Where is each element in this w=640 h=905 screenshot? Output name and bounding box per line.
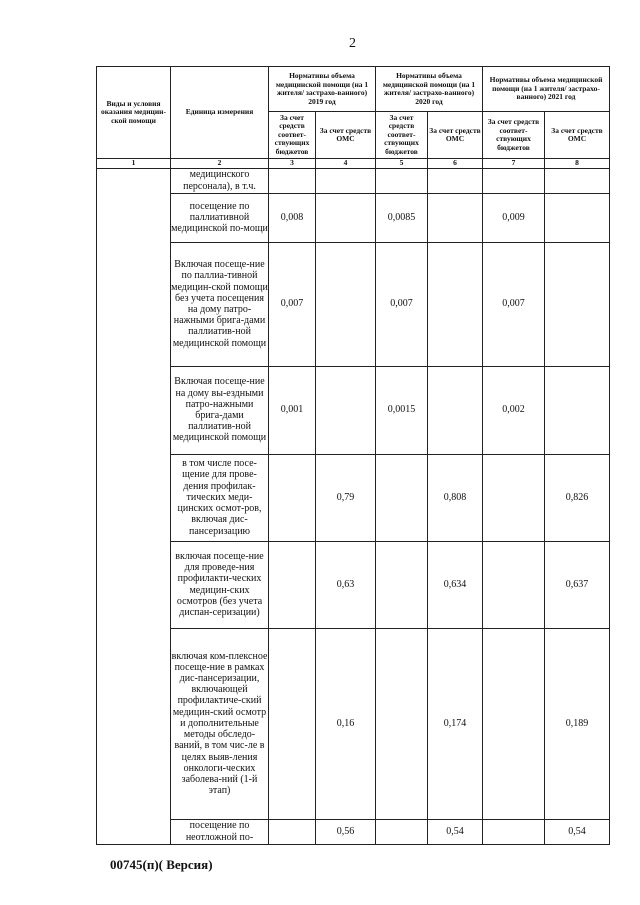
header-2021-oms: За счет средств ОМС: [545, 112, 610, 159]
unit-cell: Включая посеще-ние на дому вы-ездными патро-нажными брига-дами паллиатив-ной медицинской помощи: [171, 366, 269, 454]
value-2019-oms: [316, 168, 376, 193]
table-row: [97, 819, 610, 844]
column-number: 2: [171, 159, 269, 169]
value-2020-budget: [376, 541, 428, 628]
unit-cell: в том числе посе-щение для прове-дения профилак-тических меди-цинских осмот-ров, включая дис-пансеризацию: [171, 454, 269, 541]
value-2021-budget: [483, 541, 545, 628]
value-2019-budget: [269, 541, 316, 628]
value-2021-budget: 0,002: [483, 366, 545, 454]
table-row: [97, 366, 610, 454]
value-2021-oms: 0,637: [545, 541, 610, 628]
value-2021-oms: [545, 242, 610, 366]
value-2020-budget: 0,007: [376, 242, 428, 366]
value-2019-oms: [316, 366, 376, 454]
header-2021-budget: За счет средств соответ-ствующих бюджетов: [483, 112, 545, 159]
value-2019-oms: [316, 242, 376, 366]
column-number: 8: [545, 159, 610, 169]
value-2021-budget: [483, 168, 545, 193]
value-2021-oms: 0,189: [545, 628, 610, 819]
header-2019-oms: За счет средств ОМС: [316, 112, 376, 159]
column-number: 5: [376, 159, 428, 169]
column-number: 1: [97, 159, 171, 169]
value-2019-oms: 0,79: [316, 454, 376, 541]
value-2020-oms: [428, 242, 483, 366]
value-2021-oms: [545, 168, 610, 193]
header-care-type: Виды и условия оказания медицин-ской помощи: [97, 67, 171, 159]
volume-standards-table: [96, 66, 610, 845]
header-unit: Единица измерения: [171, 67, 269, 159]
value-2021-budget: [483, 628, 545, 819]
value-2021-budget: [483, 819, 545, 844]
value-2019-budget: 0,008: [269, 193, 316, 242]
value-2021-oms: 0,826: [545, 454, 610, 541]
header-2020-oms: За счет средств ОМС: [428, 112, 483, 159]
value-2019-budget: 0,001: [269, 366, 316, 454]
table-row: [97, 628, 610, 819]
care-type-cell: [97, 168, 171, 844]
value-2020-budget: [376, 628, 428, 819]
value-2021-budget: 0,009: [483, 193, 545, 242]
table-row: [97, 242, 610, 366]
value-2019-budget: 0,007: [269, 242, 316, 366]
value-2020-oms: [428, 168, 483, 193]
header-2020-budget: За счет средств соответ-ствующих бюджетов: [376, 112, 428, 159]
unit-cell: посещение по неотложной по-: [171, 819, 269, 844]
value-2021-oms: 0,54: [545, 819, 610, 844]
column-number: 3: [269, 159, 316, 169]
unit-cell: включая ком-плексное посеще-ние в рамках дис-пансеризации, включающей профилактиче-ский медицин-ский осмотр и дополнительные методы обследо-ваний, в том чис-ле в целях выяв-ления онкологи-ческих заболева-ний (1-й этап): [171, 628, 269, 819]
column-number: 6: [428, 159, 483, 169]
value-2019-budget: [269, 168, 316, 193]
value-2020-oms: 0,808: [428, 454, 483, 541]
value-2020-oms: [428, 366, 483, 454]
value-2021-budget: 0,007: [483, 242, 545, 366]
value-2019-oms: 0,16: [316, 628, 376, 819]
value-2020-oms: 0,174: [428, 628, 483, 819]
value-2019-budget: [269, 454, 316, 541]
value-2020-oms: 0,634: [428, 541, 483, 628]
value-2020-budget: [376, 454, 428, 541]
value-2020-budget: 0,0015: [376, 366, 428, 454]
value-2021-oms: [545, 366, 610, 454]
value-2021-budget: [483, 454, 545, 541]
table-row: [97, 541, 610, 628]
value-2019-budget: [269, 819, 316, 844]
unit-cell: медицинского персонала), в т.ч.: [171, 168, 269, 193]
value-2021-oms: [545, 193, 610, 242]
value-2020-budget: [376, 168, 428, 193]
table-row: [97, 193, 610, 242]
value-2019-oms: [316, 193, 376, 242]
header-group-2020: Нормативы объема медицинской помощи (на 1 жителя/ застрахо-ванного) 2020 год: [376, 67, 483, 112]
value-2019-oms: 0,63: [316, 541, 376, 628]
value-2020-oms: [428, 193, 483, 242]
header-group-2021: Нормативы объема медицинской помощи (на 1 жителя/ застрахо-ванного) 2021 год: [483, 67, 610, 112]
value-2020-budget: [376, 819, 428, 844]
table-row: [97, 168, 610, 193]
unit-cell: Включая посеще-ние по паллиа-тивной медицин-ской помощи без учета посещения на дому патро-нажными брига-дами паллиатив-ной медицинской помощи: [171, 242, 269, 366]
document-code-footer: 00745(п)( Версия): [110, 857, 213, 872]
header-2019-budget: За счет средств соответ-ствующих бюджетов: [269, 112, 316, 159]
page-number: 2: [349, 36, 356, 51]
value-2020-oms: 0,54: [428, 819, 483, 844]
column-number: 4: [316, 159, 376, 169]
value-2019-oms: 0,56: [316, 819, 376, 844]
header-group-2019: Нормативы объема медицинской помощи (на 1 жителя/ застрахо-ванного) 2019 год: [269, 67, 376, 112]
unit-cell: посещение по паллиативной медицинской по-мощи: [171, 193, 269, 242]
column-number: 7: [483, 159, 545, 169]
value-2020-budget: 0,0085: [376, 193, 428, 242]
table-row: [97, 454, 610, 541]
unit-cell: включая посеще-ние для проведе-ния профилакти-ческих медицин-ских осмотров (без учета диспан-серизации): [171, 541, 269, 628]
value-2019-budget: [269, 628, 316, 819]
